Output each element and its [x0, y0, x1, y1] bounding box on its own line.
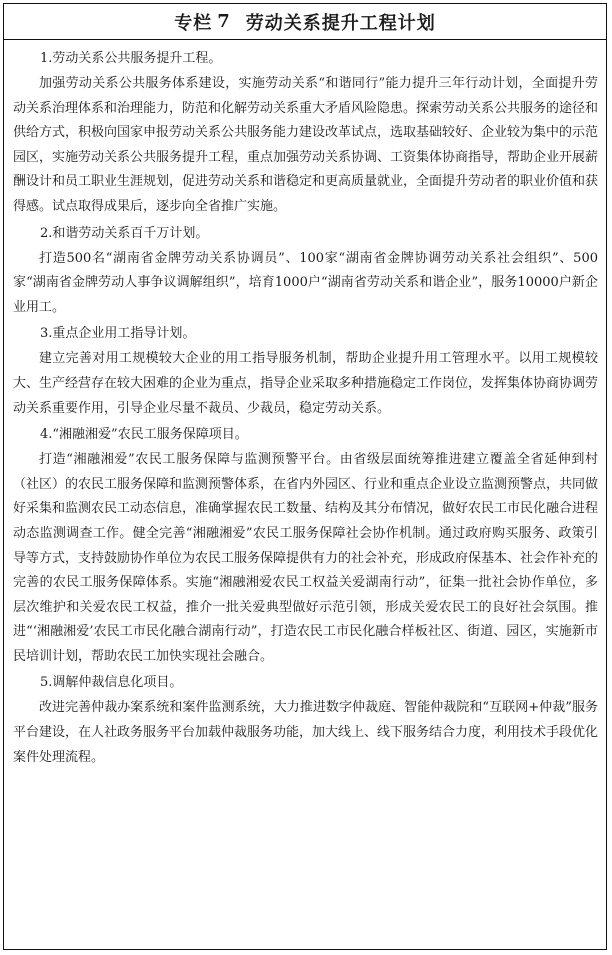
section-body: 建立完善对用工规模较大企业的用工指导服务机制，帮助企业提升用工管理水平。以用工规模较大、生产经营存在较大困难的企业为重点，指导企业采取多种措施稳定工作岗位，发挥集体协商协调劳动关系重要作用，引导企业尽量不裁员、少裁员，稳定劳动关系。	[13, 351, 599, 416]
title-prefix: 专栏	[174, 12, 213, 34]
box-content	[4, 40, 606, 770]
section-harmony-plan	[13, 220, 598, 321]
section-employment-guidance	[13, 320, 598, 421]
section-body: 改进完善仲裁办案系统和案件监测系统，大力推进数字仲裁庭、智能仲裁院和“互联网+仲裁”服务平台建设，在人社政务服务平台加载仲裁服务功能，加大线上、线下服务结合力度，利用技术手段优化案件处理流程。	[13, 700, 599, 765]
section-public-service	[13, 45, 598, 220]
section-migrant-worker	[13, 421, 598, 669]
section-heading: 4.“湘融湘爱”农民工服务保障项目。	[40, 427, 248, 443]
section-body: 加强劳动关系公共服务体系建设，实施劳动关系“和谐同行”能力提升三年行动计划，全面提升劳动关系治理体系和治理能力，防范和化解劳动关系重大矛盾风险隐患。探索劳动关系公共服务的途径和供给方式，积极向国家申报劳动关系公共服务能力建设改革试点，选取基础较好、企业较为集中的示范园区，实施劳动关系公共服务提升工程，重点加强劳动关系协调、工资集体协商指导，帮助企业开展薪酬设计和员工职业生涯规划，促进劳动关系和谐稳定和更高质量就业，全面提升劳动者的职业价值和获得感。试点取得成果后，逐步向全省推广实施。	[13, 76, 599, 214]
title-number: 7	[217, 11, 231, 32]
column-box	[3, 3, 607, 950]
section-heading: 5.调解仲裁信息化项目。	[40, 675, 183, 691]
section-body: 打造“湘融湘爱”农民工服务保障与监测预警平台。由省级层面统筹推进建立覆盖全省延伸到村（社区）的农民工服务保障和监测预警体系，在省内外园区、行业和重点企业设立监测预警点，共同做好采集和监测农民工动态信息，准确掌握农民工数量、结构及其分布情况，做好农民工市民化融合进程动态监测调查工作。健全完善“湘融湘爱”农民工服务保障社会协作机制。通过政府购买服务、政策引导等方式，支持鼓励协作单位为农民工服务保障提供有力的社会补充，形成政府保基本、社会作补充的完善的农民工服务保障体系。实施“湘融湘爱农民工权益关爱湖南行动”，征集一批社会协作单位，多层次维护和关爱农民工权益，推介一批关爱典型做好示范引领，形成关爱农民工的良好社会氛围。推进“‘湘融湘爱’农民工市民化融合湖南行动”，打造农民工市民化融合样板社区、街道、园区，实施新市民培训计划，帮助农民工加快实现社会融合。	[13, 452, 599, 664]
section-heading: 2.和谐劳动关系百千万计划。	[40, 225, 209, 241]
box-title	[4, 4, 606, 40]
title-text: 劳动关系提升工程计划	[245, 12, 436, 34]
section-arbitration-it	[13, 669, 598, 770]
section-heading: 3.重点企业用工指导计划。	[40, 326, 196, 342]
section-heading: 1.劳动关系公共服务提升工程。	[40, 51, 222, 66]
section-body: 打造500名“湖南省金牌劳动关系协调员”、100家“湖南省金牌协调劳动关系社会组织”、500家“湖南省金牌劳动人事争议调解组织”，培育1000户“湖南省劳动关系和谐企业”，服务10000户新企业用工。	[13, 250, 598, 315]
